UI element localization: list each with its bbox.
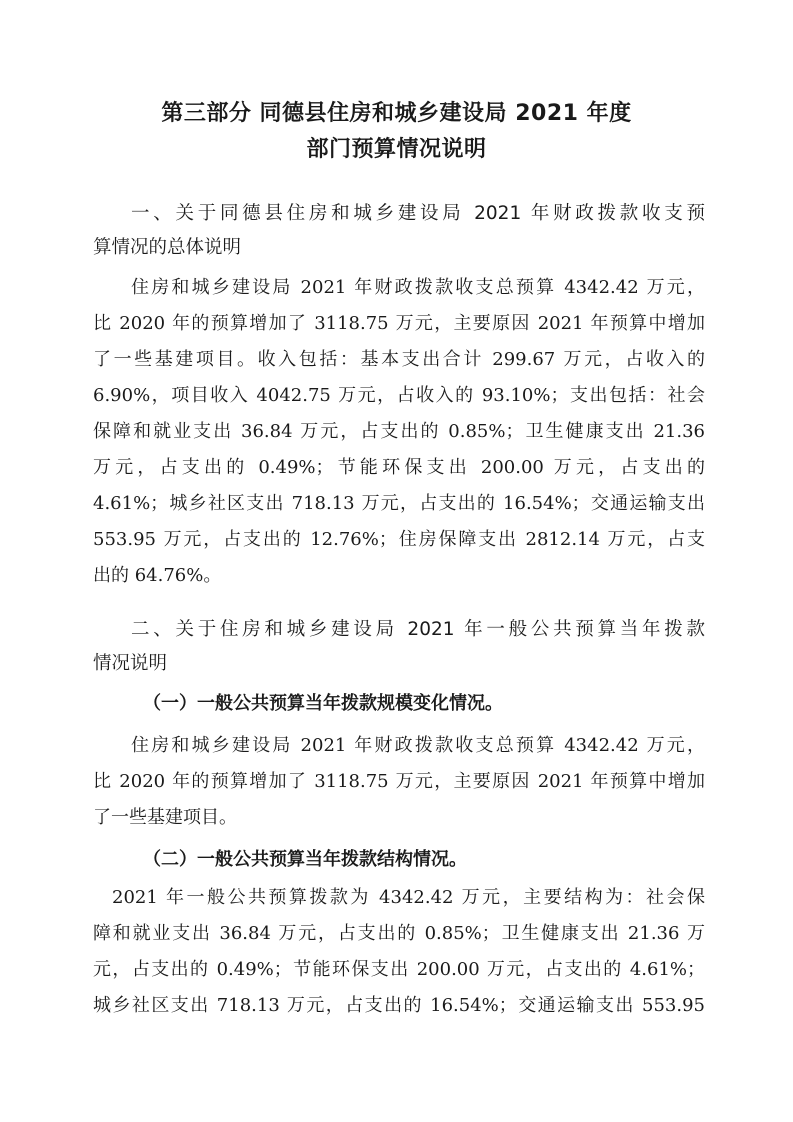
subsection1-paragraph-line-1: 住房和城乡建设局 2021 年财政拨款收支总预算 4342.42 万元， — [131, 735, 705, 756]
section1-paragraph-line-8: 553.95 万元，占支出的 12.76%；住房保障支出 2812.14 万元，占支 — [93, 529, 705, 550]
section1-paragraph-line-7: 4.61%；城乡社区支出 718.13 万元，占支出的 16.54%；交通运输支出 — [93, 493, 705, 514]
subsection1-paragraph-line-3: 了一些基建项目。 — [93, 807, 237, 828]
section1-paragraph-line-5: 保障和就业支出 36.84 万元，占支出的 0.85%；卫生健康支出 21.36 — [93, 421, 705, 442]
section1-heading-line-2: 算情况的总体说明 — [93, 237, 242, 258]
section1-paragraph-line-6: 万元，占支出的 0.49%；节能环保支出 200.00 万元，占支出的 — [93, 457, 705, 478]
document-title-line-1: 第三部分 同德县住房和城乡建设局 2021 年度 — [161, 101, 632, 126]
subsection2-heading: （二）一般公共预算当年拨款结构情况。 — [143, 849, 467, 870]
subsection2-paragraph-line-2: 障和就业支出 36.84 万元，占支出的 0.85%；卫生健康支出 21.36 万 — [93, 923, 705, 944]
section2-heading-line-1: 二、关于住房和城乡建设局 2021 年一般公共预算当年拨款 — [131, 619, 705, 640]
document-title-line-2: 部门预算情况说明 — [306, 137, 487, 162]
subsection2-paragraph-line-3: 元，占支出的 0.49%；节能环保支出 200.00 万元，占支出的 4.61%； — [93, 959, 705, 980]
section1-paragraph-line-2: 比 2020 年的预算增加了 3118.75 万元，主要原因 2021 年预算中增加 — [93, 313, 705, 334]
section2-heading-line-2: 情况说明 — [93, 653, 168, 674]
subsection2-paragraph-line-4: 城乡社区支出 718.13 万元，占支出的 16.54%；交通运输支出 553.95 — [93, 995, 705, 1016]
section1-paragraph-line-3: 了一些基建项目。收入包括：基本支出合计 299.67 万元，占收入的 — [93, 349, 705, 370]
section1-paragraph-line-4: 6.90%，项目收入 4042.75 万元，占收入的 93.10%；支出包括：社会 — [93, 385, 705, 406]
section1-paragraph-line-9: 出的 64.76%。 — [93, 565, 222, 586]
subsection1-paragraph-line-2: 比 2020 年的预算增加了 3118.75 万元，主要原因 2021 年预算中增加 — [93, 771, 705, 792]
section1-heading-line-1: 一、关于同德县住房和城乡建设局 2021 年财政拨款收支预 — [131, 203, 705, 224]
subsection2-paragraph-line-1: 2021 年一般公共预算拨款为 4342.42 万元，主要结构为：社会保 — [112, 887, 705, 908]
section1-paragraph-line-1: 住房和城乡建设局 2021 年财政拨款收支总预算 4342.42 万元， — [131, 277, 705, 298]
subsection1-heading: （一）一般公共预算当年拨款规模变化情况。 — [143, 693, 503, 714]
